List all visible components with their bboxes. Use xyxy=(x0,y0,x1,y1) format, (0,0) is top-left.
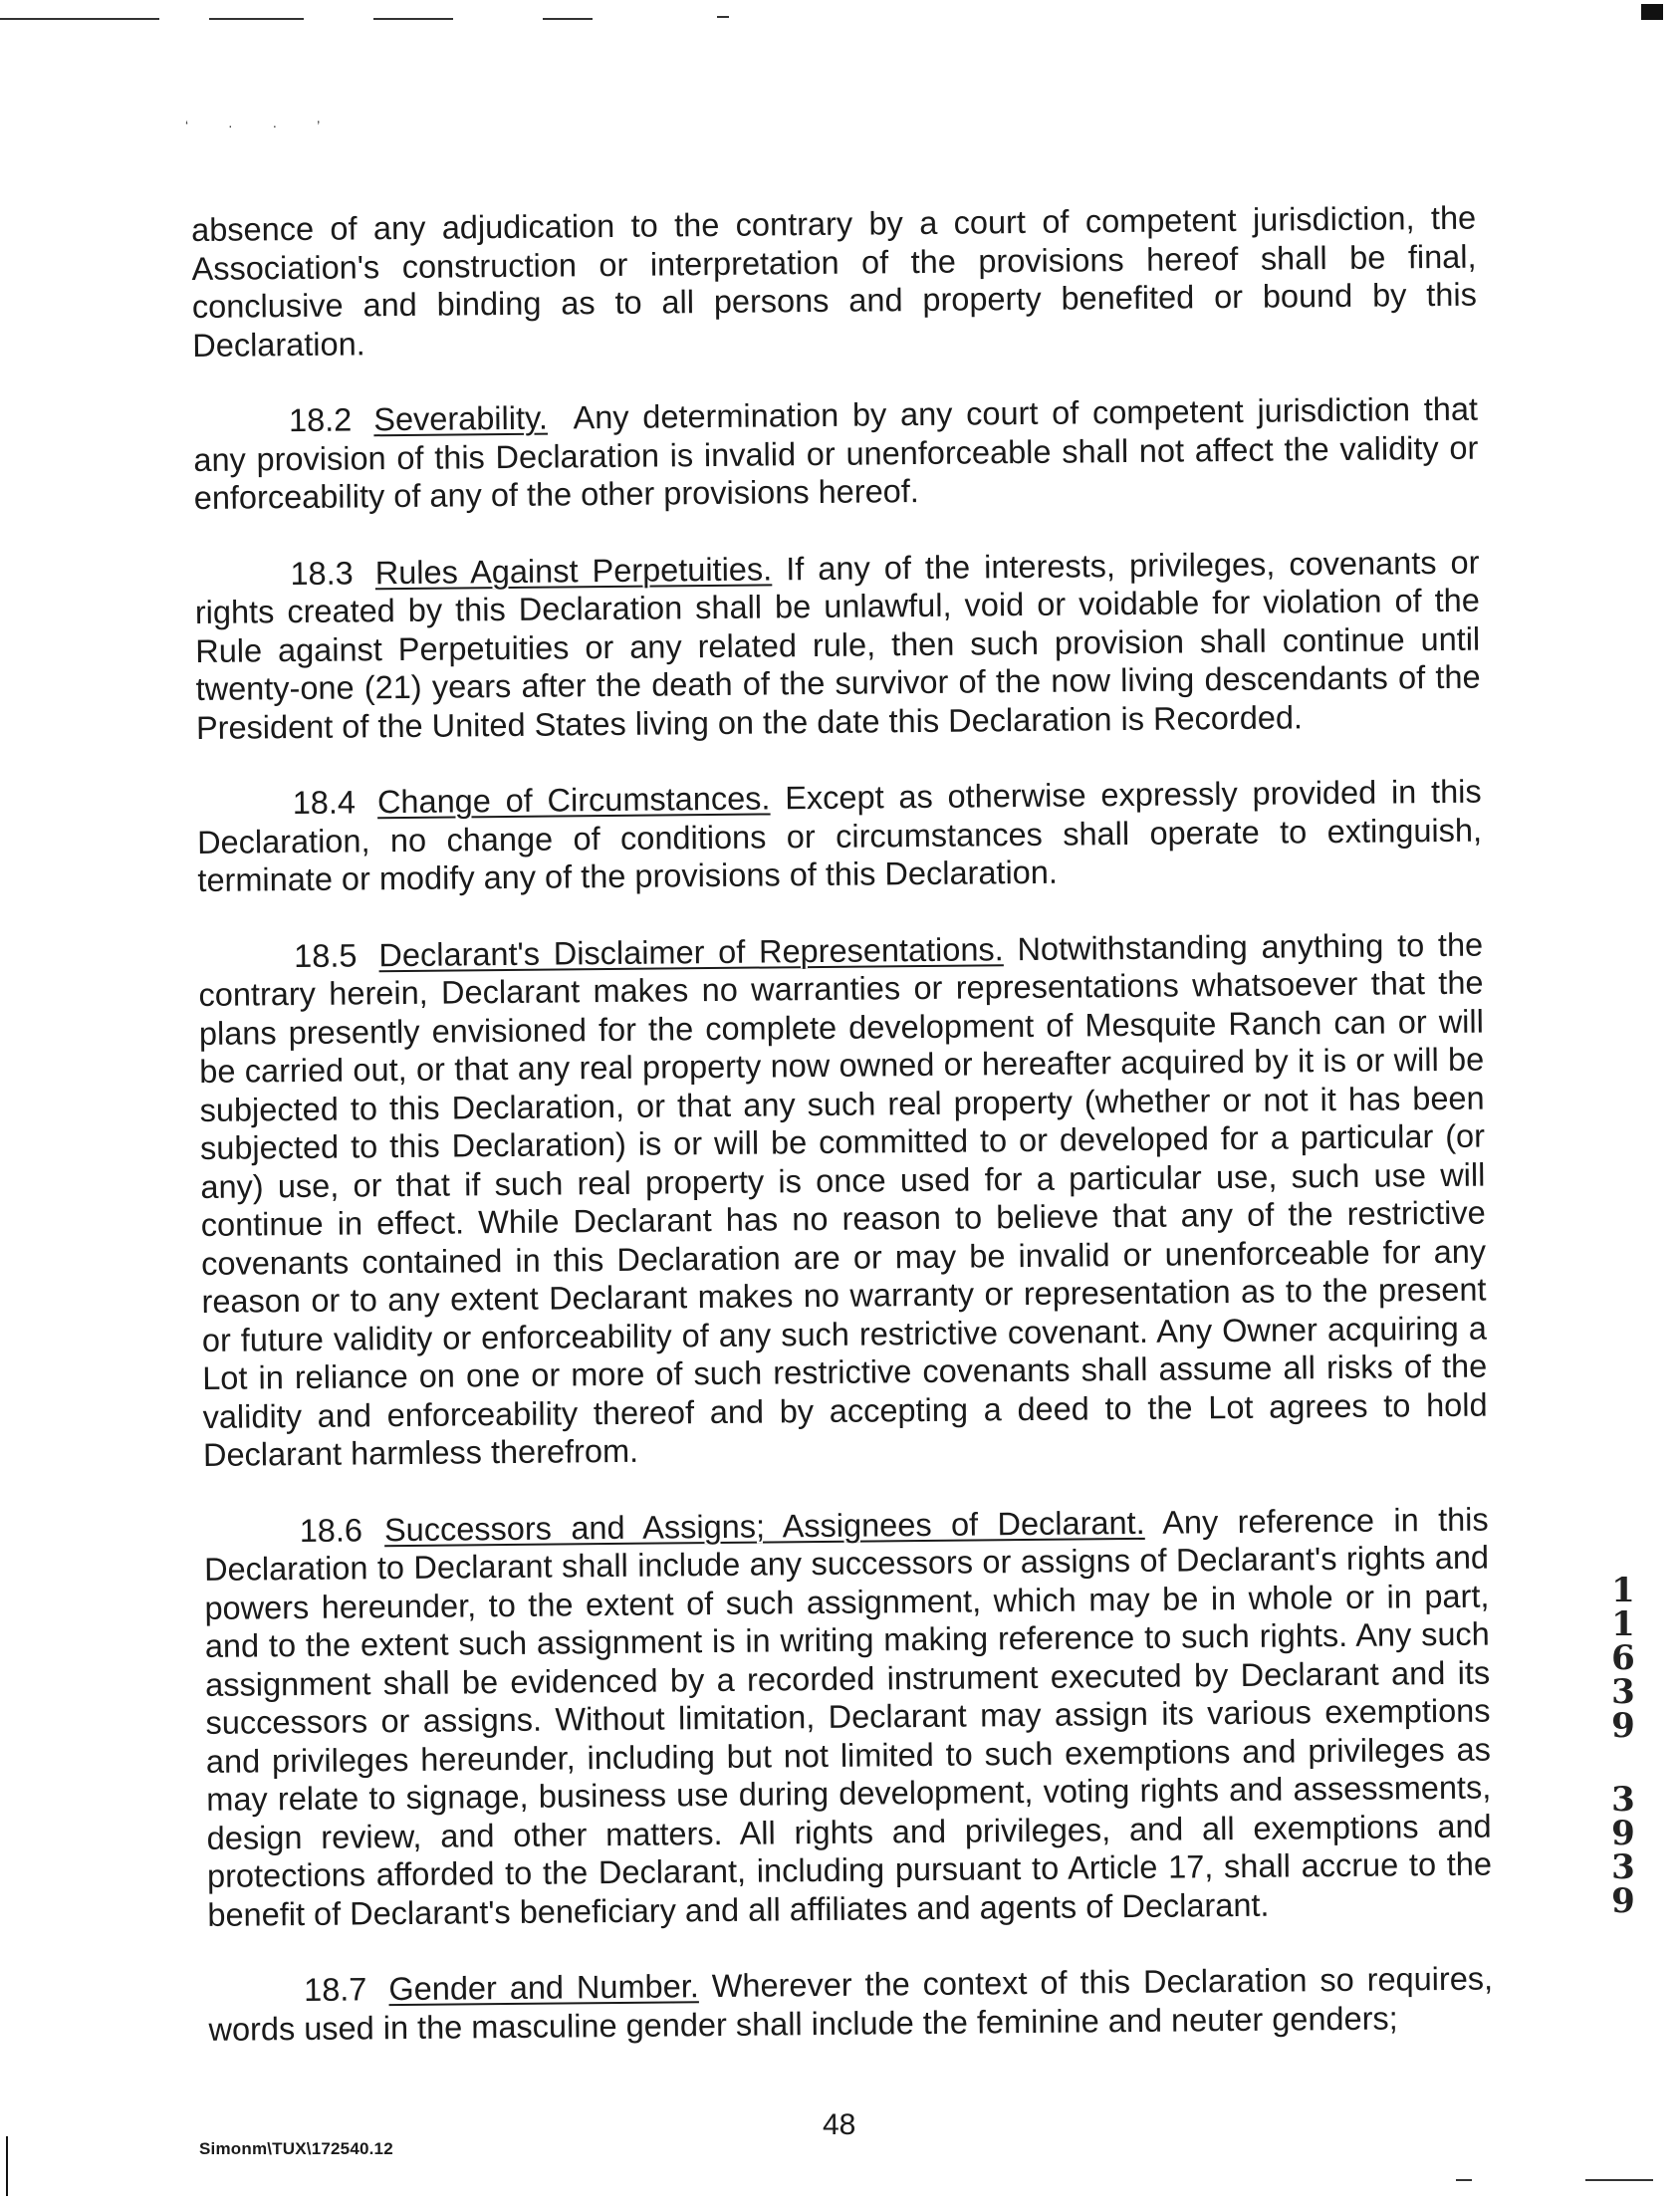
section-number: 18.4 xyxy=(292,784,357,822)
section-body: If any of the interests, privileges, covenants or rights created by this Declaration shall be unlawful, void or voidable for violation of the Rule against Perpetuities or any related rule, then such provision shall continue until twenty-one (21) years after the death of the survivor of the now living descendants of the President of the United States living on the date this Declaration is Recorded. xyxy=(194,544,1481,746)
section-18-3 xyxy=(194,543,1481,747)
section-number: 18.5 xyxy=(294,936,358,974)
section-body: Notwithstanding anything to the contrary herein, Declarant makes no warranties or representations whatsoever that the plans presently envisioned for the complete development of Mesquite Ranch can or will be carried out, or that any real property now owned or hereafter acquired by it is or will be subjected to this Declaration, or that any such real property (whether or not it has been subjected to this Declaration) is or will be committed to or developed for a particular (or any) use, or that if such real property is once used for a particular use, such use will continue in effect. While Declarant has no reason to believe that any of the restrictive covenants contained in this Declaration are or may be invalid or unenforceable for any reason or to any extent Declarant makes no warranty or representation as to the present or future validity or enforceability of any such restrictive covenant. Any Owner acquiring a Lot in reliance on one or more of such restrictive covenants shall assume all risks of the validity and enforceability thereof and by accepting a deed to the Lot agrees to hold Declarant harmless therefrom. xyxy=(198,926,1488,1473)
document-footer-id: Simonm\TUX\172540.12 xyxy=(199,2139,393,2158)
section-18-7 xyxy=(208,1960,1494,2049)
intro-paragraph: absence of any adjudication to the contrary by a court of competent jurisdiction, the Association's construction or interpretation of the provisions hereof shall be final, conclusive and binding as to all persons and property benefited or bound by this Declaration. xyxy=(191,199,1478,364)
scan-artifact-mark xyxy=(6,2136,8,2196)
section-18-4 xyxy=(197,773,1483,900)
section-heading: Rules Against Perpetuities. xyxy=(374,550,773,591)
section-heading: Change of Circumstances. xyxy=(376,780,771,821)
section-body: Any determination by any court of competent jurisdiction that any provision of this Declaration is invalid or unenforceable shall not affect the validity or enforceability of any of the other provisions hereof. xyxy=(193,390,1479,516)
recording-digit: 3 xyxy=(1611,1672,1635,1712)
section-heading: Severability. xyxy=(373,399,549,438)
recording-digit: 1 xyxy=(1611,1604,1635,1644)
scan-artifact-dots: ‘ · · ’ xyxy=(185,118,339,133)
section-body: Any reference in this Declaration to Declarant shall include any successors or assigns of Declarant's rights and powers hereunder, to the extent of such assignment, which may be in whole or in part, and to the extent such assignment is in writing making reference to such rights. Any such assignment shall be evidenced by a recorded instrument executed by Declarant and its successors or assigns. Without limitation, Declarant may assign its various exemptions and privileges hereunder, including but not limited to such exemptions and privileges as may relate to signage, business use during development, voting rights and assessments, design review, and other matters. All rights and privileges, and all exemptions and protections afforded to the Declarant, including pursuant to Article 17, shall accrue to the benefit of Declarant's beneficiary and all affiliates and agents of Declarant. xyxy=(203,1501,1493,1933)
recording-digit: 3 xyxy=(1611,1780,1635,1820)
recording-digit: 9 xyxy=(1611,1814,1635,1853)
section-heading: Gender and Number. xyxy=(388,1968,699,2008)
section-18-2 xyxy=(193,390,1479,518)
recording-digit: 9 xyxy=(1611,1881,1635,1921)
scan-artifact-line xyxy=(717,16,729,18)
scan-artifact-line xyxy=(209,18,304,20)
section-number: 18.3 xyxy=(290,554,354,592)
body-text xyxy=(191,199,1494,2086)
section-body: Except as otherwise expressly provided in this Declaration, no change of conditions or circumstances shall operate to extinguish, terminate or modify any of the provisions of this Declaration. xyxy=(196,773,1483,898)
recording-digit: 1 xyxy=(1611,1571,1635,1610)
scan-artifact-line xyxy=(543,18,593,20)
recording-digit: 9 xyxy=(1611,1706,1635,1746)
recording-number xyxy=(1603,1571,1643,1921)
scan-artifact-mark xyxy=(1641,4,1663,20)
scan-artifact-line xyxy=(1456,2179,1472,2181)
section-body: Wherever the context of this Declaration so requires, words used in the masculine gender shall include the feminine and neuter genders; xyxy=(208,1960,1494,2048)
scan-artifact-line xyxy=(0,18,159,20)
section-heading: Successors and Assigns; Assignees of Declarant. xyxy=(383,1504,1145,1548)
recording-digit: 6 xyxy=(1611,1638,1635,1678)
section-heading: Declarant's Disclaimer of Representations. xyxy=(378,930,1004,973)
section-number: 18.7 xyxy=(303,1971,367,2008)
section-number: 18.6 xyxy=(299,1511,363,1549)
section-18-6 xyxy=(204,1500,1493,1934)
section-18-5 xyxy=(198,925,1488,1474)
scan-artifact-line xyxy=(1585,2179,1653,2181)
page-number: 48 xyxy=(823,2108,856,2141)
section-number: 18.2 xyxy=(288,401,353,439)
recording-digit: 3 xyxy=(1611,1847,1635,1887)
scan-artifact-line xyxy=(373,18,453,20)
